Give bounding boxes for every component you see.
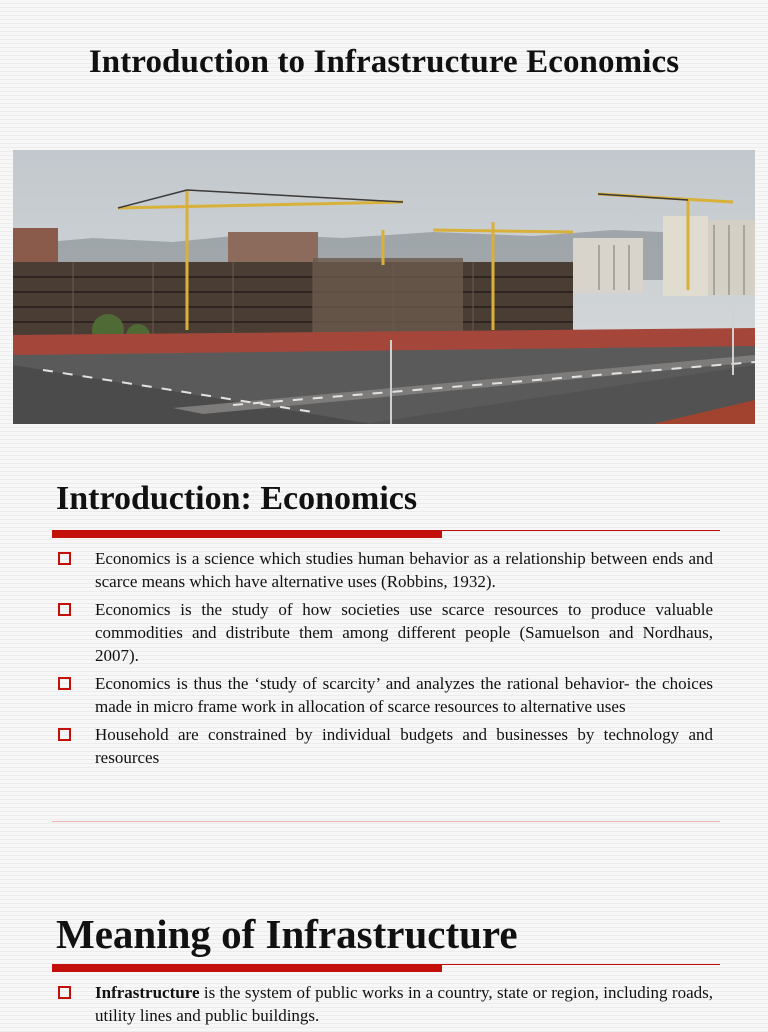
bullet-list-economics (58, 547, 713, 774)
heading-underline-thick (52, 965, 442, 972)
heading-underline-thick (52, 531, 442, 538)
section-heading-infrastructure: Meaning of Infrastructure (56, 911, 518, 957)
heading-underline-thin (52, 530, 720, 531)
bullet-text: Household are constrained by individual budgets and businesses by technology and resources (95, 725, 713, 767)
heading-underline-thin (52, 964, 720, 965)
bullet-term: Infrastructure (95, 983, 200, 1002)
hollow-square-bullet-icon (58, 552, 71, 565)
hollow-square-bullet-icon (58, 986, 71, 999)
slide-bottom-rule (52, 821, 720, 822)
construction-scene-illustration (13, 150, 755, 424)
list-item (58, 981, 713, 1027)
list-item (58, 723, 713, 769)
main-title: Introduction to Infrastructure Economics (88, 44, 680, 80)
construction-photo (13, 150, 755, 424)
section-heading-introduction: Introduction: Economics (56, 480, 418, 517)
list-item (58, 598, 713, 667)
bullet-text: Economics is a science which studies human behavior as a relationship between ends and scarce means which have alternative uses (Robbins, 1932). (95, 549, 713, 591)
hollow-square-bullet-icon (58, 603, 71, 616)
bullet-text: Economics is thus the ‘study of scarcity’ and analyzes the rational behavior- the choices made in micro frame work in allocation of scarce resources to alternative uses (95, 674, 713, 716)
hollow-square-bullet-icon (58, 728, 71, 741)
list-item (58, 672, 713, 718)
bullet-list-infrastructure (58, 981, 713, 1032)
bullet-text: Economics is the study of how societies use scarce resources to produce valuable commodities and distribute them among different people (Samuelson and Nordhaus, 2007). (95, 600, 713, 665)
list-item (58, 547, 713, 593)
bullet-text: is the system of public works in a country, state or region, including roads, utility lines and public buildings. (95, 983, 713, 1025)
hollow-square-bullet-icon (58, 677, 71, 690)
